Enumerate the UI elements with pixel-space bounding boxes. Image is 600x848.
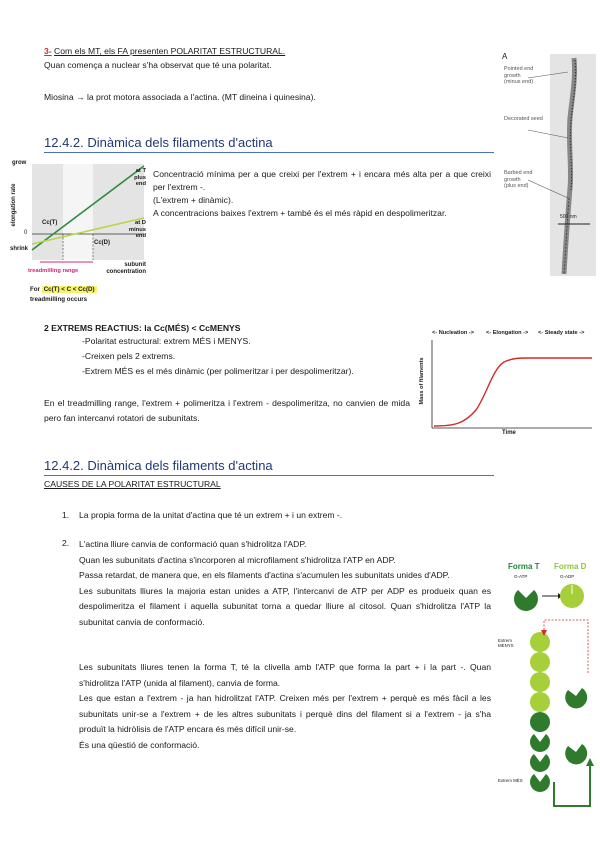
section1-paragraph [153, 168, 491, 220]
barbed-end-sub: (plus end) [504, 183, 529, 189]
item2-number: 2. [62, 538, 70, 548]
plus-label-1: at T [135, 168, 146, 174]
condition-prefix: For [30, 286, 40, 293]
forma-t-label: Forma T [508, 562, 540, 571]
phase-nucleation: <- Nucleation -> [432, 330, 474, 336]
section3-rule [44, 475, 494, 476]
item1-text: La propia forma de la unitat d'actina que té un extrem + i un extrem -. [79, 510, 343, 520]
actin-forms-figure [496, 556, 600, 816]
item2b-line-3: És una qüestió de conformació. [79, 739, 200, 750]
polymerization-chart [420, 330, 596, 440]
item2-block-1 [79, 537, 491, 630]
minus-label-2: minus [128, 226, 146, 233]
g-atp-label: G-ATP [514, 574, 528, 579]
treadmilling-occurs: treadmilling occurs [30, 296, 88, 303]
y-top-label: grow [12, 160, 27, 166]
filament-subunit-2 [530, 652, 550, 672]
item2-block-2 [79, 660, 491, 753]
section1-p2: (L'extrem + dinàmic). [153, 195, 234, 205]
intro-title: Com els MT, els FA presenten POLARITAT ESTRUCTURAL. [54, 46, 286, 56]
section2-paragraph: En el treadmilling range, l'extrem + polimeritza i l'extrem - despolimeritza, no canvien de mida pero fan intercanvi rotatori de subunitats. [44, 398, 410, 423]
intro-line-1 [44, 45, 285, 58]
micrograph-scale: 500 nm [560, 214, 577, 220]
polymerization-chart-svg [420, 330, 596, 440]
plus-end-tag: Extrem MÉS [498, 778, 523, 783]
condition-formula: Cc(T) < C < Cc(D) [43, 286, 95, 293]
item1-number: 1. [62, 510, 70, 520]
x-label-2: concentration [106, 269, 146, 275]
recycle-path [544, 620, 588, 674]
g-adp-label: G-ADP [560, 574, 575, 579]
section1-title: 12.4.2. Dinàmica dels filaments d'actina [44, 135, 273, 150]
cc-d-label: Cc(D) [94, 240, 110, 246]
mass-x-label: Time [502, 430, 516, 436]
micrograph-barbed-label [504, 170, 550, 190]
section3-title: 12.4.2. Dinàmica dels filaments d'actina [44, 458, 273, 473]
incorporation-path [554, 764, 590, 806]
treadmilling-range-label: treadmilling range [28, 268, 79, 274]
barbed-end-text: Barbed end growth [504, 170, 533, 183]
x-label-1: subunit [124, 262, 146, 268]
minus-end-label [124, 220, 146, 240]
section1-p3: A concentracions baixes l'extrem + també és el més ràpid en despolimeritzar. [153, 208, 447, 218]
pointed-end-text: Pointed end growth [504, 66, 534, 79]
treadmilling-condition [30, 286, 97, 293]
free-subunit-2 [565, 744, 587, 764]
item2-line-2: Quan les subunitats d'actina s'incorporen al microfilament s'hidrolitza l'ATP en ADP. [79, 554, 396, 565]
section3-subtitle: CAUSES DE LA POLARITAT ESTRUCTURAL [44, 479, 221, 489]
filament-subunit-1 [530, 632, 550, 652]
elongation-chart [6, 158, 148, 308]
filament-subunit-6 [530, 734, 550, 752]
filament-subunit-7 [530, 754, 550, 772]
section2-bullet-3: -Extrem MÉS es el més dinàmic (per polimeritzar i per despolimeritzar). [82, 366, 354, 376]
plus-end-label [124, 168, 146, 188]
intro-number: 3- [44, 46, 52, 56]
intro-line-2: Quan comença a nuclear s'ha observat que té una polaritat. [44, 60, 272, 70]
minus-end-tag: Extrem MENYS [498, 638, 514, 648]
item2b-line-2: Les que estan a l'extrem - ja han hidrolitzat l'ATP. Creixen més per l'extrem + perquè es més fàcil a les subunitats unir-se a l'extrem + de les altres subunitats i perquè dins del filament si a l'extrem - ja s'ha produït la hidròlisis de l'ATP encara és més difícil unir-se. [79, 693, 491, 734]
phase-steady: <- Steady state -> [538, 330, 585, 336]
x-axis-label [96, 262, 146, 276]
forma-t-monomer [514, 590, 538, 611]
phase-nucleation-text: Nucleation [438, 330, 468, 336]
cc-t-label: Cc(T) [42, 220, 58, 226]
micrograph-decorated-label: Decorated seed [504, 116, 543, 122]
section2-heading: 2 EXTREMS REACTIUS: la Cc(MÉS) < CcMENYS [44, 323, 241, 333]
filament-subunit-4 [530, 692, 550, 712]
minus-label-1: at D [135, 220, 146, 226]
item2-line-1: L'actina lliure canvia de conformació quan s'hidrolitza l'ADP. [79, 539, 307, 549]
plus-label-3: end [135, 181, 146, 188]
micrograph-figure [498, 48, 598, 280]
y-zero-label: 0 [24, 230, 28, 236]
forma-d-label: Forma D [554, 562, 587, 571]
item2-line-4: Les subunitats lliures la majoria estan unides a ATP, l'intercanvi de ATP per ADP es produeix quan es despolimeritza el filament i aquella subunitat torna a quedar lliure al citosol. Quan s'hidrolitza l'ATP la subunitat canvia de conformació. [79, 585, 491, 627]
item2b-line-1: Les subunitats lliures tenen la forma T, té la clivella amb l'ATP que forma la part + i la part -. Quan s'hidrolitza l'ATP (unida al filament), canvia de forma. [79, 662, 491, 688]
incorporation-arrow-head [586, 758, 594, 766]
item2-line-3: Passa retardat, de manera que, en els filaments d'actina s'acumulen les subunitats unides d'ADP. [79, 570, 450, 580]
section1-p1: Concentració mínima per a que creixi per l'extrem + i encara més alta per a que creixi per l'extrem -. [153, 169, 491, 192]
filament-subunit-5 [530, 712, 550, 732]
filament-subunit-3 [530, 672, 550, 692]
micrograph-pointed-label [504, 66, 550, 86]
filament-subunit-8 [530, 774, 550, 792]
section1-rule [44, 152, 494, 153]
treadmilling-band [63, 164, 93, 260]
pointed-end-sub: (minus end) [504, 79, 534, 85]
free-subunit-1 [565, 688, 587, 708]
plus-label-2: plus [134, 174, 146, 181]
micrograph-label-a: A [502, 52, 508, 61]
phase-elongation-text: Elongation [492, 330, 522, 336]
mass-curve [434, 358, 592, 426]
y-axis-label: elongation rate [11, 183, 17, 227]
intro-line-3: Miosina → la prot motora associada a l'actina. (MT dineina i quinesina). [44, 92, 316, 102]
phase-elongation: <- Elongation -> [486, 330, 529, 336]
y-bottom-label: shrink [10, 246, 29, 252]
mass-y-label: Mass of filaments [419, 357, 425, 405]
actin-forms-svg [496, 556, 600, 816]
section2-bullet-2: -Creixen pels 2 extrems. [82, 351, 176, 361]
minus-label-3: end [135, 233, 146, 240]
section2-bullet-1: -Polaritat estructural: extrem MÉS i MENYS. [82, 336, 251, 346]
phase-steady-text: Steady state [544, 330, 578, 336]
